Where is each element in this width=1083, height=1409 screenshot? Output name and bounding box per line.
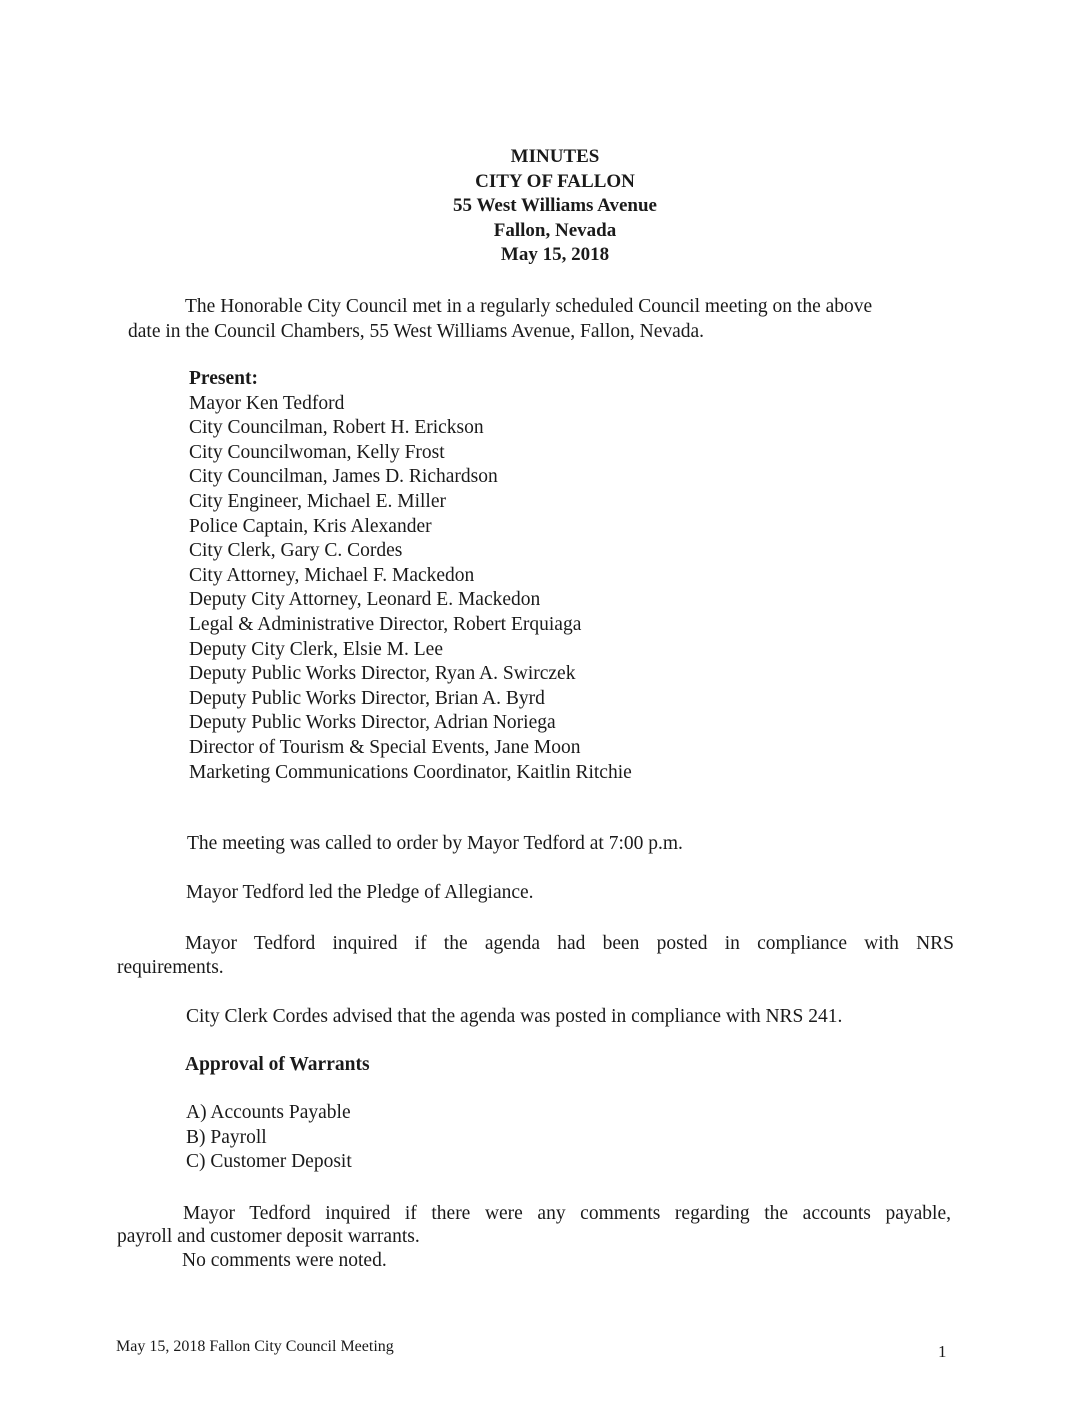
present-member: Deputy Public Works Director, Adrian Noriega [189,712,556,734]
warrant-item: A) Accounts Payable [186,1102,351,1123]
agenda-inquiry-line-2: requirements. [117,957,224,978]
call-to-order: The meeting was called to order by Mayor Tedford at 7:00 p.m. [187,833,683,854]
present-member: Director of Tourism & Special Events, Jane Moon [189,736,581,758]
minutes-header [0,145,1083,268]
warrants-inquiry-line-1: Mayor Tedford inquired if there were any comments regarding the accounts payable, [183,1203,951,1224]
header-date: May 15, 2018 [500,244,610,265]
present-member: City Councilwoman, Kelly Frost [189,441,445,463]
present-member: Deputy Public Works Director, Ryan A. Swirczek [189,663,576,685]
pledge: Mayor Tedford led the Pledge of Allegiance. [186,882,534,903]
present-member: City Engineer, Michael E. Miller [189,490,446,512]
present-heading: Present: [189,368,258,389]
warrant-item: C) Customer Deposit [186,1151,352,1173]
present-member: Mayor Ken Tedford [189,392,345,414]
present-member: Deputy Public Works Director, Brian A. Byrd [189,687,545,709]
header-address: 55 West Williams Avenue [453,195,657,216]
header-location: Fallon, Nevada [493,219,617,241]
footer-meeting-label: May 15, 2018 Fallon City Council Meeting [116,1338,394,1355]
intro-line-2: date in the Council Chambers, 55 West Williams Avenue, Fallon, Nevada. [128,321,705,342]
warrant-item: B) Payroll [186,1126,267,1148]
agenda-inquiry-line-1: Mayor Tedford inquired if the agenda had been posted in compliance with NRS [185,933,954,954]
header-city: CITY OF FALLON [475,170,635,192]
page-number: 1 [938,1342,947,1361]
present-member: Deputy City Attorney, Leonard E. Mackedon [189,589,541,611]
present-member: City Attorney, Michael F. Mackedon [189,564,475,586]
present-member: Police Captain, Kris Alexander [189,515,432,537]
present-member: Legal & Administrative Director, Robert Erquiaga [189,613,582,635]
present-member: Deputy City Clerk, Elsie M. Lee [189,638,443,660]
present-list [189,367,632,785]
warrants-heading: Approval of Warrants [185,1054,370,1075]
present-member: City Clerk, Gary C. Cordes [189,540,403,562]
intro-line-1: The Honorable City Council met in a regularly scheduled Council meeting on the above [185,296,873,317]
present-member: Marketing Communications Coordinator, Kaitlin Ritchie [189,761,632,783]
header-title: MINUTES [510,146,600,167]
warrants-list [186,1101,352,1175]
clerk-advice: City Clerk Cordes advised that the agenda was posted in compliance with NRS 241. [186,1006,843,1027]
present-member: City Councilman, James D. Richardson [189,466,498,488]
warrants-inquiry-line-3: No comments were noted. [182,1250,387,1271]
warrants-inquiry-line-2: payroll and customer deposit warrants. [117,1226,420,1247]
present-member: City Councilman, Robert H. Erickson [189,417,484,439]
